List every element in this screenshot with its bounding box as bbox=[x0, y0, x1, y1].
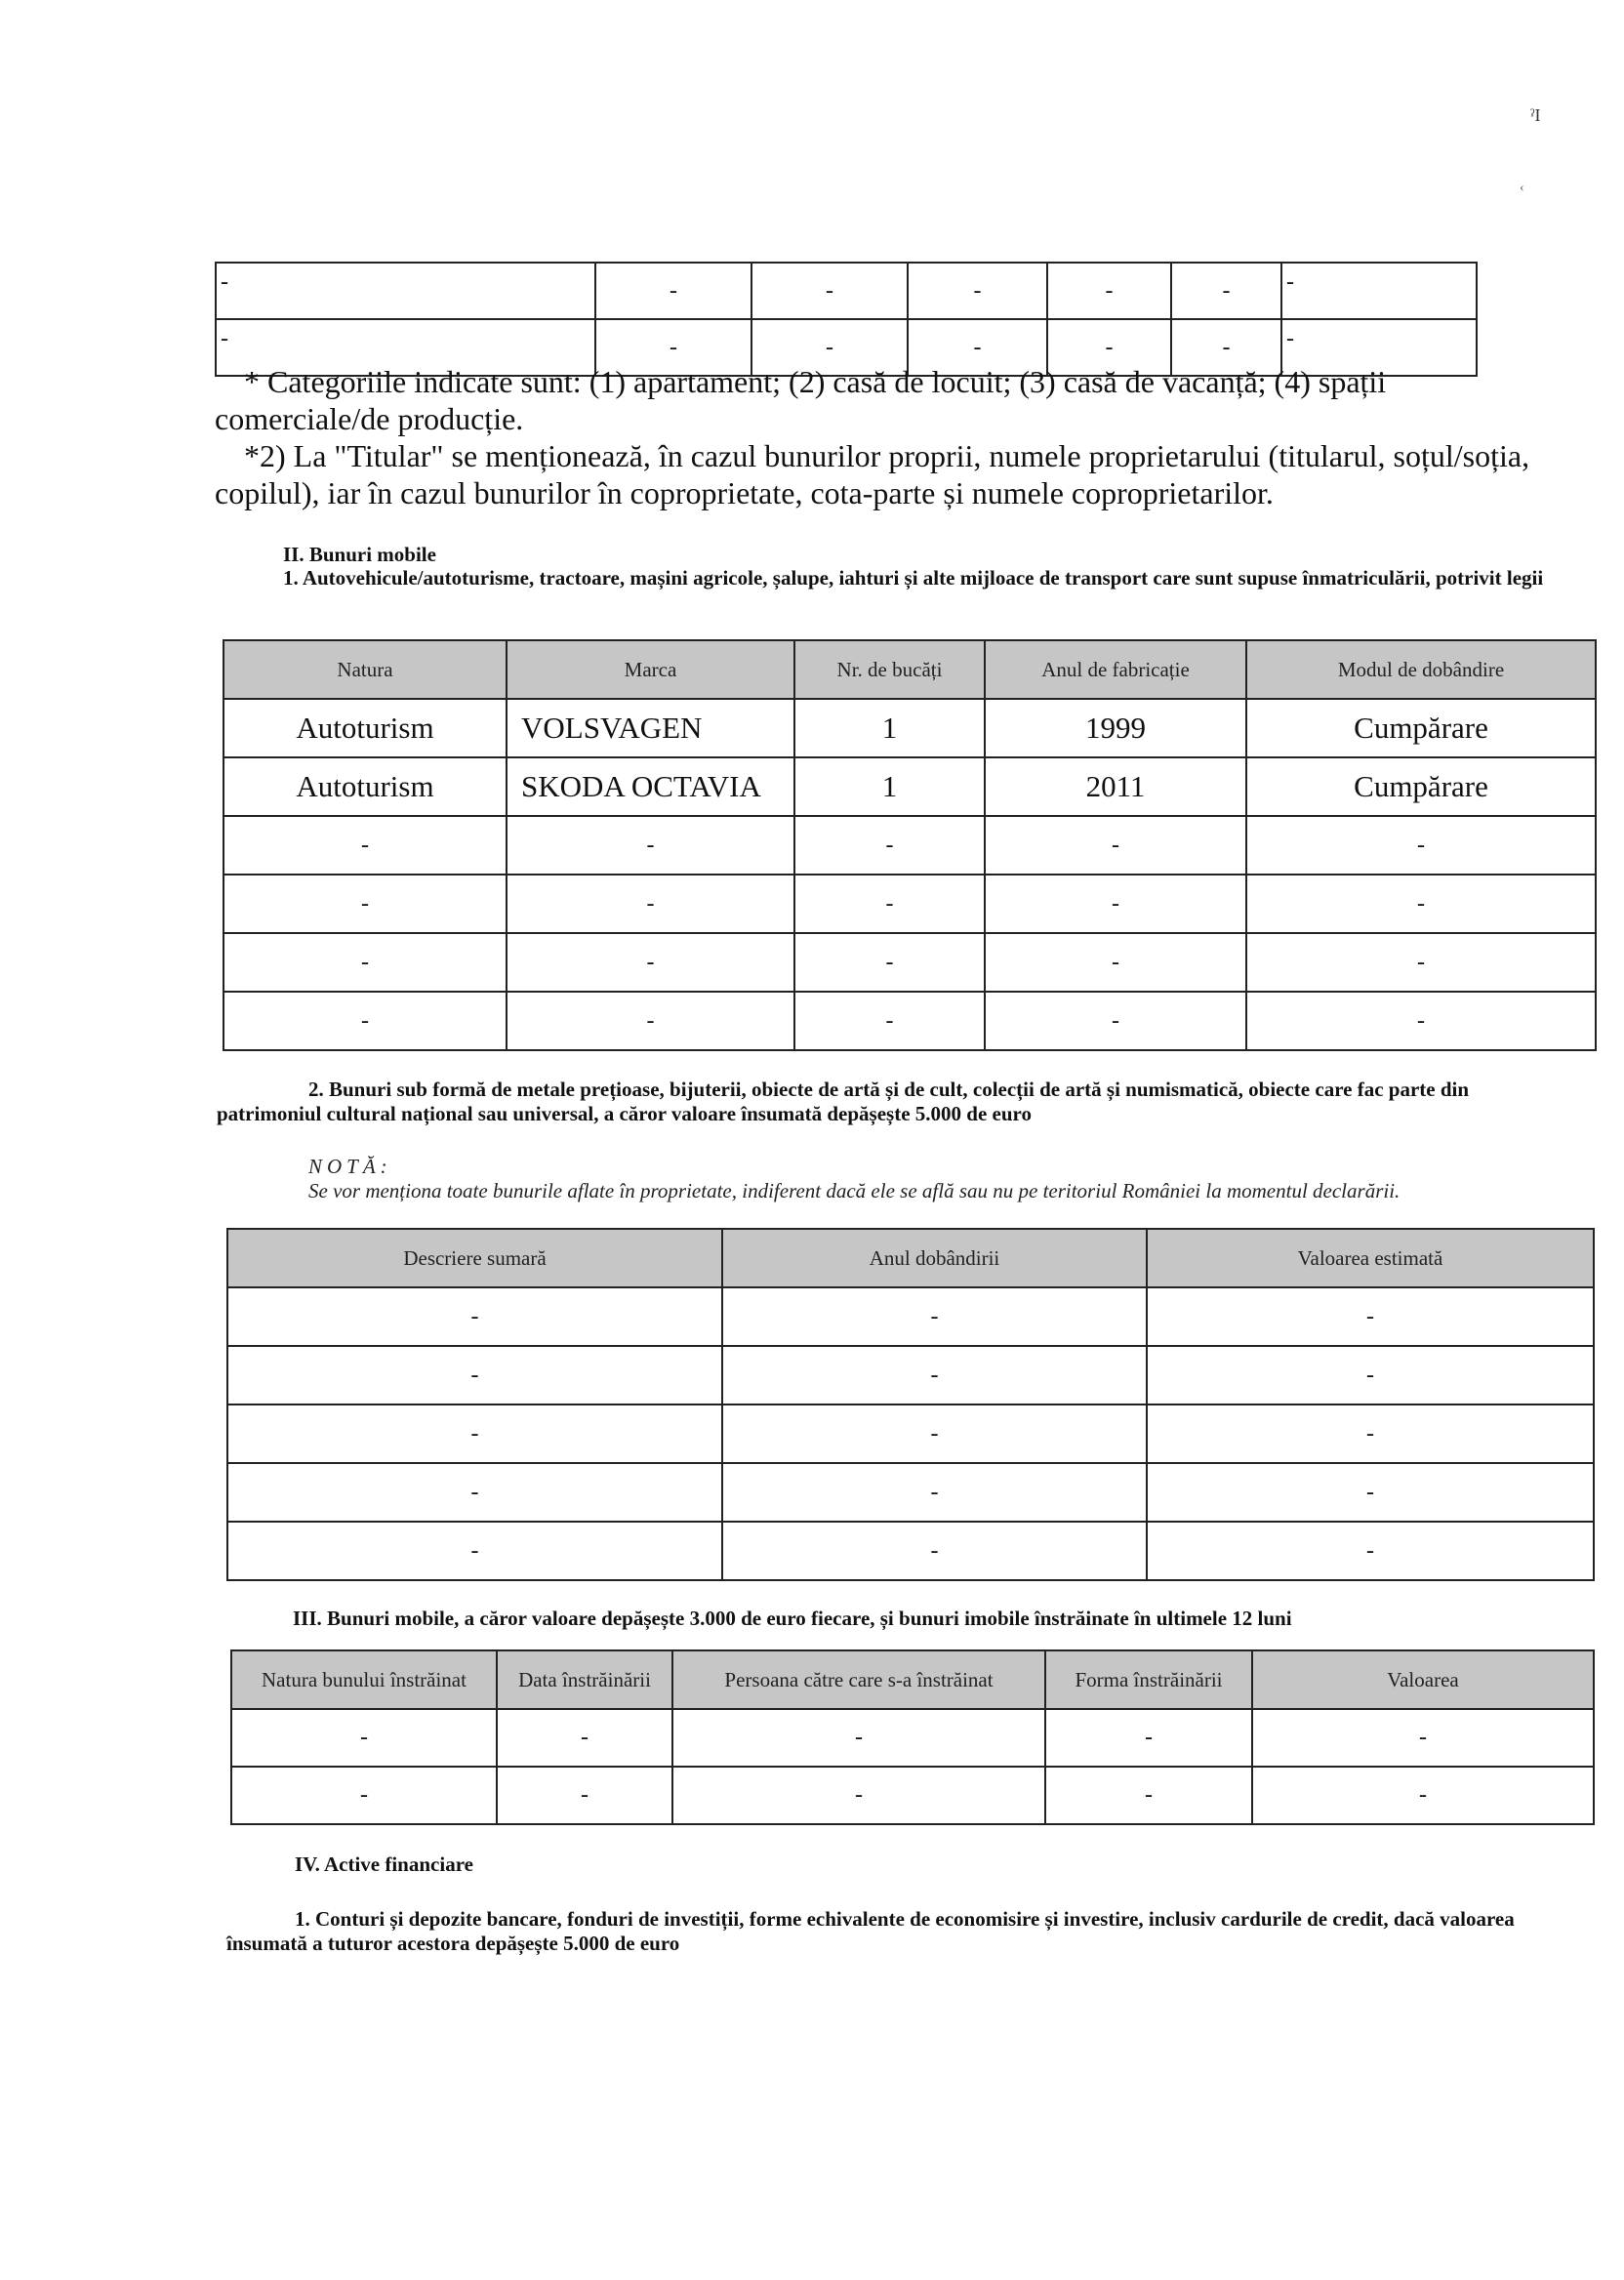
section-title-movable-goods: II. Bunuri mobile bbox=[283, 543, 436, 566]
table-cell: - bbox=[1047, 319, 1171, 376]
table-row bbox=[223, 933, 1596, 992]
column-header: Valoarea bbox=[1252, 1650, 1594, 1709]
table-cell: Autoturism bbox=[223, 699, 507, 757]
table-cell: - bbox=[1045, 1767, 1252, 1824]
table-row bbox=[223, 757, 1596, 816]
table-cell: - bbox=[1047, 263, 1171, 319]
table-cell: - bbox=[497, 1767, 672, 1824]
table-cell: - bbox=[722, 1463, 1147, 1522]
column-header: Descriere sumară bbox=[227, 1229, 722, 1287]
table-row bbox=[227, 1522, 1594, 1580]
table-cell: - bbox=[722, 1346, 1147, 1405]
column-header: Natura bunului înstrăinat bbox=[231, 1650, 497, 1709]
table-row bbox=[223, 875, 1596, 933]
table-cell: - bbox=[1246, 992, 1596, 1050]
footnote-titular: *2) La "Titular" se menționează, în cazul bunurilor proprii, numele proprietarului (titularul, soțul/soția, copilul), iar în cazul bunurilor în coproprietate, cota-parte și numele coproprietarilor. bbox=[215, 438, 1530, 510]
table-row bbox=[227, 1346, 1594, 1405]
column-header: Natura bbox=[223, 640, 507, 699]
vehicles-table bbox=[223, 639, 1597, 1051]
table-row bbox=[231, 1709, 1594, 1767]
table-cell: 1 bbox=[794, 699, 985, 757]
table-cell: SKODA OCTAVIA bbox=[507, 757, 794, 816]
table-cell: - bbox=[231, 1767, 497, 1824]
table-cell: - bbox=[985, 875, 1246, 933]
column-header: Valoarea estimată bbox=[1147, 1229, 1594, 1287]
table-cell: - bbox=[794, 933, 985, 992]
table-cell: - bbox=[751, 319, 908, 376]
footnote-categories: * Categoriile indicate sunt: (1) apartament; (2) casă de locuit; (3) casă de vacanță; (4) spații comerciale/de producție. bbox=[215, 364, 1387, 436]
nota-block bbox=[308, 1155, 1400, 1203]
table-cell: - bbox=[985, 992, 1246, 1050]
table-cell: 2011 bbox=[985, 757, 1246, 816]
table-cell: - bbox=[223, 875, 507, 933]
table-cell: - bbox=[985, 933, 1246, 992]
table-cell: Cumpărare bbox=[1246, 757, 1596, 816]
nota-text: Se vor menționa toate bunurile aflate în proprietate, indiferent dacă ele se află sau nu pe teritoriul României la momentul declarării. bbox=[308, 1179, 1401, 1202]
table-cell: - bbox=[1281, 319, 1477, 376]
column-header: Nr. de bucăți bbox=[794, 640, 985, 699]
table-cell: - bbox=[223, 992, 507, 1050]
subsection-valuables-title: 2. Bunuri sub formă de metale prețioase, bijuterii, obiecte de artă și de cult, colecții de artă și numismatică, obiecte care fac parte din patrimoniul cultural național sau universal, a căror valoare însumată depășește 5.000 de euro bbox=[217, 1078, 1470, 1125]
table-cell: - bbox=[231, 1709, 497, 1767]
table-cell: - bbox=[722, 1405, 1147, 1463]
column-header: Persoana către care s-a înstrăinat bbox=[672, 1650, 1045, 1709]
table-cell: - bbox=[1147, 1346, 1594, 1405]
table-cell: - bbox=[1045, 1709, 1252, 1767]
corner-scan-mark: ˀI bbox=[1530, 105, 1541, 125]
table-cell: - bbox=[227, 1522, 722, 1580]
column-header: Forma înstrăinării bbox=[1045, 1650, 1252, 1709]
table-cell: - bbox=[507, 816, 794, 875]
table-cell: - bbox=[595, 263, 751, 319]
table-cell: Autoturism bbox=[223, 757, 507, 816]
table-cell: - bbox=[672, 1709, 1045, 1767]
table-cell: - bbox=[1171, 263, 1281, 319]
table-cell: - bbox=[1246, 875, 1596, 933]
table-cell: VOLSVAGEN bbox=[507, 699, 794, 757]
table-cell: - bbox=[672, 1767, 1045, 1824]
table-cell: - bbox=[794, 875, 985, 933]
table-cell: - bbox=[507, 875, 794, 933]
nota-title: NOTĂ: bbox=[308, 1155, 392, 1178]
table-cell: - bbox=[227, 1287, 722, 1346]
alienated-goods-table bbox=[230, 1649, 1595, 1825]
footnotes bbox=[215, 363, 1562, 511]
table-cell: - bbox=[751, 263, 908, 319]
table-row bbox=[227, 1463, 1594, 1522]
table-cell: - bbox=[794, 816, 985, 875]
table-row bbox=[223, 992, 1596, 1050]
table-cell: - bbox=[1147, 1463, 1594, 1522]
table-cell: - bbox=[216, 319, 595, 376]
valuables-table bbox=[226, 1228, 1595, 1581]
table-row bbox=[227, 1405, 1594, 1463]
table-cell: - bbox=[908, 263, 1047, 319]
table-cell: - bbox=[1246, 933, 1596, 992]
column-header: Data înstrăinării bbox=[497, 1650, 672, 1709]
table-cell: - bbox=[1171, 319, 1281, 376]
table-row bbox=[231, 1767, 1594, 1824]
subsection-vehicles-title: 1. Autovehicule/autoturisme, tractoare, mașini agricole, șalupe, iahturi și alte mijloace de transport care sunt supuse înmatriculării, potrivit legii bbox=[283, 566, 1544, 590]
table-cell: - bbox=[507, 933, 794, 992]
side-scan-mark: ‹ bbox=[1520, 181, 1524, 195]
real-estate-table-continuation bbox=[215, 262, 1478, 377]
table-header-row bbox=[231, 1650, 1594, 1709]
table-row bbox=[227, 1287, 1594, 1346]
table-cell: - bbox=[1147, 1522, 1594, 1580]
column-header: Anul dobândirii bbox=[722, 1229, 1147, 1287]
table-cell: - bbox=[227, 1346, 722, 1405]
table-row bbox=[216, 263, 1477, 319]
table-cell: - bbox=[985, 816, 1246, 875]
section-title-alienated-goods: III. Bunuri mobile, a căror valoare depășește 3.000 de euro fiecare, și bunuri imobile înstrăinate în ultimele 12 luni bbox=[293, 1607, 1292, 1630]
table-cell: - bbox=[794, 992, 985, 1050]
table-header-row bbox=[227, 1229, 1594, 1287]
column-header: Marca bbox=[507, 640, 794, 699]
table-cell: - bbox=[1252, 1709, 1594, 1767]
table-cell: - bbox=[1147, 1287, 1594, 1346]
table-cell: 1999 bbox=[985, 699, 1246, 757]
table-cell: - bbox=[227, 1463, 722, 1522]
table-cell: - bbox=[216, 263, 595, 319]
column-header: Modul de dobândire bbox=[1246, 640, 1596, 699]
section-title-financial-assets: IV. Active financiare bbox=[295, 1852, 473, 1876]
table-cell: - bbox=[497, 1709, 672, 1767]
table-row bbox=[223, 699, 1596, 757]
table-cell: 1 bbox=[794, 757, 985, 816]
table-cell: - bbox=[722, 1522, 1147, 1580]
table-cell: - bbox=[908, 319, 1047, 376]
table-cell: - bbox=[227, 1405, 722, 1463]
subsection-bank-accounts-title: 1. Conturi și depozite bancare, fonduri de investiții, forme echivalente de economisire și investire, inclusiv cardurile de credit, dacă valoarea însumată a tuturor acestora depășește 5.000 de euro bbox=[226, 1907, 1515, 1955]
table-cell: - bbox=[1281, 263, 1477, 319]
table-cell: - bbox=[223, 816, 507, 875]
column-header: Anul de fabricație bbox=[985, 640, 1246, 699]
table-cell: - bbox=[1252, 1767, 1594, 1824]
table-header-row bbox=[223, 640, 1596, 699]
table-cell: - bbox=[507, 992, 794, 1050]
table-cell: Cumpărare bbox=[1246, 699, 1596, 757]
table-cell: - bbox=[595, 319, 751, 376]
table-cell: - bbox=[1246, 816, 1596, 875]
table-cell: - bbox=[722, 1287, 1147, 1346]
table-cell: - bbox=[223, 933, 507, 992]
table-row bbox=[223, 816, 1596, 875]
table-cell: - bbox=[1147, 1405, 1594, 1463]
